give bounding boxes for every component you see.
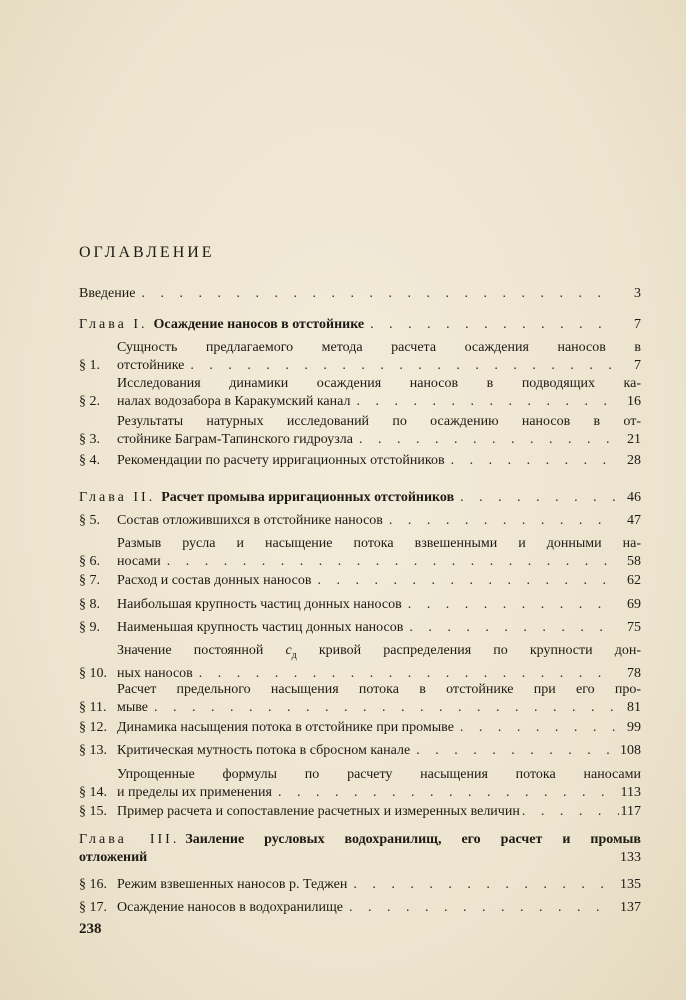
leader-dots xyxy=(416,742,614,760)
leader-dots xyxy=(154,699,615,717)
page-number: 99 xyxy=(627,720,641,735)
toc-section-5[interactable] xyxy=(79,512,641,530)
chapter-title-line1 xyxy=(79,831,641,849)
section-number: § 15. xyxy=(79,804,107,819)
entry-title-line1 xyxy=(117,642,641,665)
entry-title: Введение xyxy=(79,286,136,301)
entry-title-line1: Результаты натурных исследований по осаждению наносов в от- xyxy=(117,414,641,429)
entry-title: Наибольшая крупность частиц донных наносов xyxy=(117,597,402,612)
page-number: 69 xyxy=(627,597,641,612)
leader-dots xyxy=(141,285,615,303)
entry-title: Наименьшая крупность частиц донных наносов xyxy=(117,620,404,635)
toc-chapter-1[interactable] xyxy=(79,316,641,334)
section-number: § 12. xyxy=(79,720,107,735)
entry-title-line2: и пределы их применения xyxy=(117,785,272,800)
chapter-label: Глава III. xyxy=(79,832,180,847)
entry-title-line1: Размыв русла и насыщение потока взвешенными и донными на- xyxy=(117,536,641,551)
entry-title: Пример расчета и сопоставление расчетных и измеренных величин xyxy=(117,804,520,819)
section-number: § 13. xyxy=(79,743,107,758)
toc-section-14[interactable] xyxy=(79,766,641,802)
chapter-title: Заиление русловых водохранилищ, его расчет и промыв xyxy=(185,832,641,847)
section-number: § 10. xyxy=(79,665,107,681)
entry-title-line1-b: кривой распределения по крупности дон- xyxy=(296,643,642,658)
leader-dots xyxy=(349,899,614,917)
entry-title-line1: Упрощенные формулы по расчету насыщения потока наносами xyxy=(117,767,641,782)
entry-title: Расход и состав донных наносов xyxy=(117,573,312,588)
section-number: § 1. xyxy=(79,358,100,373)
entry-title-line2: налах водозабора в Каракумский канал xyxy=(117,394,351,409)
leader-dots xyxy=(370,316,615,334)
toc-section-13[interactable] xyxy=(79,742,641,760)
toc-section-6[interactable] xyxy=(79,535,641,571)
page-number: 133 xyxy=(620,850,641,865)
toc-section-8[interactable] xyxy=(79,596,641,614)
entry-title-line2: отстойнике xyxy=(117,358,185,373)
page-number: 81 xyxy=(627,700,641,715)
section-number: § 7. xyxy=(79,573,100,588)
section-number: § 9. xyxy=(79,620,100,635)
section-number: § 2. xyxy=(79,394,100,409)
section-number: § 11. xyxy=(79,700,107,715)
leader-dots xyxy=(460,489,615,507)
toc-section-11[interactable] xyxy=(79,681,641,717)
toc-chapter-2[interactable] xyxy=(79,489,641,507)
section-number: § 6. xyxy=(79,554,100,569)
chapter-title: Осаждение наносов в отстойнике xyxy=(153,317,365,332)
entry-title-line1: Сущность предлагаемого метода расчета осаждения наносов в xyxy=(117,340,641,355)
leader-dots xyxy=(278,784,615,802)
page-number: 21 xyxy=(627,432,641,447)
page-number: 28 xyxy=(627,453,641,468)
formula-subscript: д xyxy=(291,649,297,661)
entry-title: Рекомендации по расчету ирригационных отстойников xyxy=(117,453,445,468)
toc-section-16[interactable] xyxy=(79,876,641,894)
page-number: 78 xyxy=(627,665,641,681)
chapter-label: Глава II. xyxy=(79,490,156,505)
entry-title-line2: ных наносов xyxy=(117,665,193,681)
leader-dots xyxy=(317,572,615,590)
entry-title: Режим взвешенных наносов р. Теджен xyxy=(117,877,348,892)
toc-heading: ОГЛАВЛЕНИЕ xyxy=(79,244,215,261)
leader-dots xyxy=(190,357,615,375)
toc-section-17[interactable] xyxy=(79,899,641,917)
leader-dots xyxy=(167,553,615,571)
chapter-title: Расчет промыва ирригационных отстойников xyxy=(161,490,455,505)
page-number: 47 xyxy=(627,513,641,528)
entry-title-line2: мыве xyxy=(117,700,149,715)
leader-dots xyxy=(409,619,615,637)
section-number: § 8. xyxy=(79,597,100,612)
entry-title: Динамика насыщения потока в отстойнике при промыве xyxy=(117,720,454,735)
toc-entry-intro[interactable] xyxy=(79,285,641,303)
toc-section-15[interactable] xyxy=(79,803,641,821)
entry-title: Критическая мутность потока в сбросном канале xyxy=(117,743,411,758)
toc-section-9[interactable] xyxy=(79,619,641,637)
page-number: 108 xyxy=(620,743,641,758)
toc-section-7[interactable] xyxy=(79,572,641,590)
leader-dots xyxy=(356,393,615,411)
page-folio-number: 238 xyxy=(79,921,102,937)
toc-section-12[interactable] xyxy=(79,719,641,737)
section-number: § 4. xyxy=(79,453,100,468)
toc-section-4[interactable] xyxy=(79,452,641,470)
page-number: 3 xyxy=(634,286,641,301)
page-number: 58 xyxy=(627,554,641,569)
leader-dots xyxy=(460,719,615,737)
toc-section-3[interactable] xyxy=(79,413,641,449)
section-number: § 17. xyxy=(79,900,107,915)
page-number: 7 xyxy=(634,358,641,373)
page-number: 117 xyxy=(620,804,641,819)
page-number: 16 xyxy=(627,394,641,409)
chapter-label: Глава I. xyxy=(79,317,148,332)
entry-title-line2: стойнике Баграм-Тапинского гидроузла xyxy=(117,432,353,447)
section-number: § 16. xyxy=(79,877,107,892)
page-number: 75 xyxy=(627,620,641,635)
leader-dots xyxy=(353,876,614,894)
page-number: 135 xyxy=(620,877,641,892)
entry-title: Осаждение наносов в водохранилище xyxy=(117,900,343,915)
formula-symbol: c xyxy=(285,643,292,658)
leader-dots xyxy=(451,452,615,470)
page-number: 7 xyxy=(634,317,641,332)
entry-title-line2: носами xyxy=(117,554,161,569)
section-number: § 3. xyxy=(79,432,100,447)
page-number: 62 xyxy=(627,573,641,588)
leader-dots xyxy=(359,431,615,449)
toc-section-10[interactable] xyxy=(79,642,641,683)
page-number: 137 xyxy=(620,900,641,915)
page-number: 46 xyxy=(627,490,641,505)
section-number: § 14. xyxy=(79,785,107,800)
leader-dots xyxy=(408,596,615,614)
entry-title: Состав отложившихся в отстойнике наносов xyxy=(117,513,383,528)
chapter-title-line2: отложений xyxy=(79,850,148,865)
toc-chapter-3[interactable] xyxy=(79,831,641,867)
entry-title-line1: Исследования динамики осаждения наносов в подводящих ка- xyxy=(117,376,641,391)
entry-title-line1: Расчет предельного насыщения потока в отстойнике при его про- xyxy=(117,682,641,697)
leader-dots xyxy=(522,803,619,821)
toc-section-1[interactable] xyxy=(79,339,641,375)
toc-section-2[interactable] xyxy=(79,375,641,411)
section-number: § 5. xyxy=(79,513,100,528)
entry-title-line1-a: Значение постоянной xyxy=(117,643,286,658)
leader-dots xyxy=(389,512,615,530)
page-number: 113 xyxy=(620,785,641,800)
